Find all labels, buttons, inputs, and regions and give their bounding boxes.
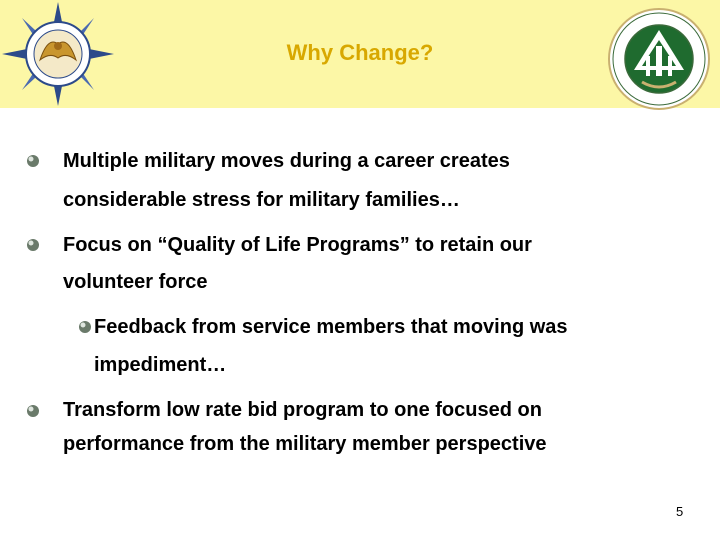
bullet-1-line-2: considerable stress for military families… (63, 189, 460, 211)
sub-bullet-line-1: Feedback from service members that moving was (94, 316, 568, 338)
bullet-4-line-2: performance from the military member perspective (63, 433, 547, 455)
bullet-1-line-1: Multiple military moves during a career creates (63, 150, 510, 172)
bullet-2-line-1: Focus on “Quality of Life Programs” to retain our (63, 234, 532, 256)
bullet-icon (26, 238, 40, 252)
bullet-icon (26, 404, 40, 418)
page-number: 5 (676, 504, 684, 519)
bullet-4-line-1: Transform low rate bid program to one focused on (63, 399, 542, 421)
slide-title: Why Change? (286, 40, 434, 65)
bullet-2-line-2: volunteer force (63, 271, 208, 293)
sub-bullet-line-2: impediment… (94, 354, 227, 376)
bullet-icon (26, 154, 40, 168)
sub-bullet-icon (78, 320, 92, 334)
